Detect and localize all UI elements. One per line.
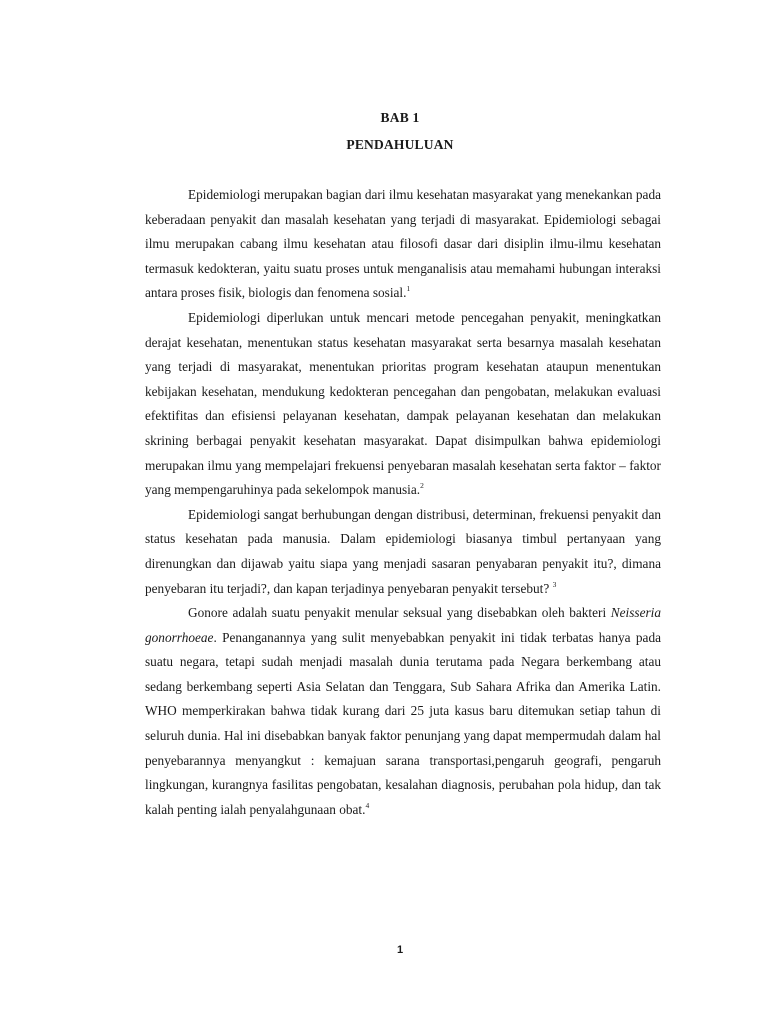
footnote-ref: 3: [552, 579, 557, 589]
chapter-title: PENDAHULUAN: [346, 137, 454, 152]
footnote-ref: 2: [420, 481, 424, 491]
paragraph-text: Epidemiologi diperlukan untuk mencari metode pencegahan penyakit, meningkatkan derajat kesehatan, menentukan status kesehatan masyarakat serta besarnya masalah kesehatan yang terjadi di masyarakat, menentukan prioritas program kesehatan ataupun menentukan kebijakan kesehatan, mendukung kedokteran pencegahan dan pengobatan, melakukan evaluasi efektifitas dan efisiensi pelayanan kesehatan, dampak pelayanan kesehatan dan melakukan skrining berbagai penyakit kesehatan masyarakat. Dapat disimpulkan bahwa epidemiologi merupakan ilmu yang mempelajari frekuensi penyebaran masalah kesehatan serta faktor – faktor yang mempengaruhinya pada sekelompok manusia.: [145, 309, 661, 498]
paragraph-2: [145, 306, 661, 503]
chapter-number: BAB 1: [380, 110, 420, 125]
paragraph-text: Epidemiologi merupakan bagian dari ilmu kesehatan masyarakat yang menekankan pada keberadaan penyakit dan masalah kesehatan yang terjadi di masyarakat. Epidemiologi sebagai ilmu merupakan cabang ilmu kesehatan atau filosofi dasar dari disiplin ilmu-ilmu kesehatan termasuk kedokteran, yaitu suatu proses untuk menganalisis atau memahami hubungan interaksi antara proses fisik, biologis dan fenomena sosial.: [145, 187, 661, 301]
footnote-ref: 4: [365, 800, 370, 810]
body-text: [145, 183, 661, 822]
footnote-ref: 1: [406, 284, 411, 294]
page-number: 1: [396, 944, 404, 956]
paragraph-text: . Penanganannya yang sulit menyebabkan penyakit ini tidak terbatas hanya pada suatu negara, tetapi sudah menjadi masalah dunia terutama pada Negara berkembang atau sedang berkembang seperti Asia Selatan dan Tenggara, Sub Sahara Afrika dan Amerika Latin. WHO memperkirakan bahwa tidak kurang dari 25 juta kasus baru ditemukan setiap tahun di seluruh dunia. Hal ini disebabkan banyak faktor penunjang yang dapat mempermudah dalam hal penyebarannya menyangkut : kemajuan sarana transportasi,pengaruh geografi, pengaruh lingkungan, kurangnya fasilitas pengobatan, kesalahan diagnosis, perubahan pola hidup, dan tak kalah penting ialah penyalahgunaan obat.: [145, 629, 661, 817]
paragraph-4: [145, 601, 661, 822]
paragraph-1: [145, 183, 661, 306]
species-name: Neisseria gonorrhoeae: [145, 605, 661, 645]
paragraph-text: Gonore adalah suatu penyakit menular seksual yang disebabkan oleh bakteri: [188, 605, 611, 621]
paragraph-text: Epidemiologi sangat berhubungan dengan distribusi, determinan, frekuensi penyakit dan status kesehatan pada manusia. Dalam epidemiologi biasanya timbul pertanyaan yang direnungkan dan dijawab yaitu siapa yang menjadi sasaran penyabaran penyakit itu?, dimana penyebaran itu terjadi?, dan kapan terjadinya penyebaran penyakit tersebut?: [145, 506, 661, 596]
paragraph-3: [145, 503, 661, 601]
